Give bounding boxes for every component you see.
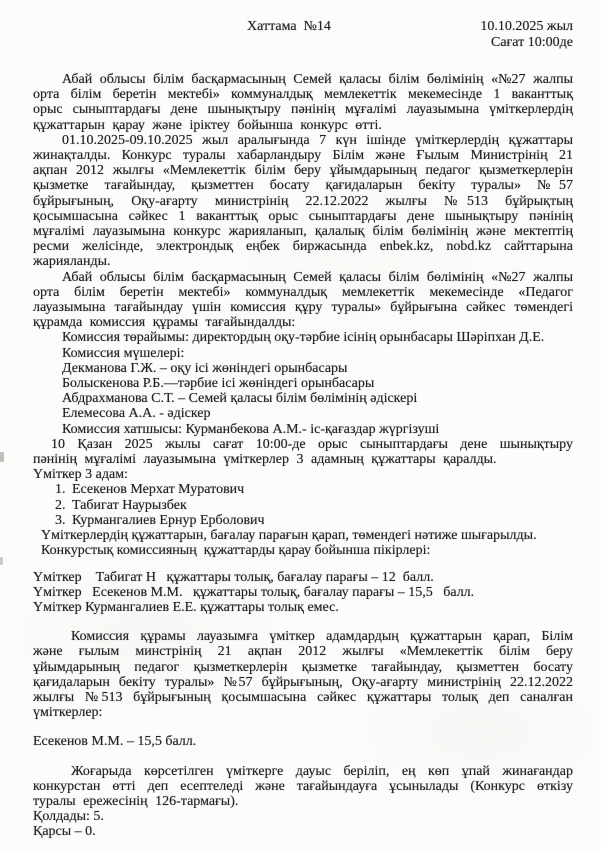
candidate-list-item: [33, 498, 573, 513]
opinions-heading: Конкурстық комиссияның құжаттарды қарау бойынша пікірлері:: [41, 543, 431, 559]
candidate-number: 2.: [55, 497, 66, 513]
doc-date: 10.10.2025 жыл: [480, 19, 573, 34]
opinion-line: Үміткер Табигат Н құжаттары толық, бағалау парағы – 12 балл.: [33, 569, 434, 585]
doc-header: [33, 20, 573, 50]
commission-secretary-line: Комиссия хатшысы: Курманбекова А.М.- іс-қағаздар жүргізуші: [62, 421, 440, 437]
candidate-list-item: [33, 513, 573, 528]
opinions-block: [33, 570, 573, 616]
protocol-title: Хаттама №14: [247, 19, 331, 34]
commission-member-line: Абдрахманова С.Т. – Семей қаласы білім бөлімінің әдіскері: [62, 391, 418, 407]
candidate-name: Табигат Наурызбек: [72, 497, 187, 513]
candidates-count-label: Үміткер 3 адам:: [33, 467, 128, 483]
candidate-name: Есекенов Мерхат Муратович: [72, 482, 245, 498]
commission-chair-line: Комиссия төрайымы: директордың оқу-тәрбие ісінің орынбасары Шәріпхан Д.Е.: [62, 330, 545, 346]
paragraph-announcement: 01.10.2025-09.10.2025 жыл аралығында 7 күн ішінде үміткерлердің құжаттары жинақталды. Конкурс туралы хабарландыру Білім және Ғылым Министрінің 21 ақпан 2012 жылғы «Мемлекеттік білім беру ұйымдарының педагог қызметкерлерін қызметке тағайындау, қызметтен босату қағидаларын бекіту туралы» №57 бұйрығының, Оқу-ағарту министрінің 22.12.2022 жылғы №513 бұйрықтың қосымшасына сәйкес 1 ваканттық орыс сыныптардағы дене шынықтыру пәнінің мұғалімі лауазымына конкурс жарияланып, қалалық білім бөлімінің және мектептің ресми желісінде, электрондық еңбек биржасында enbek.kz, nobd.kz сайттарына жарияланды.: [33, 132, 573, 270]
candidate-number: 3.: [55, 512, 66, 528]
paragraph-conclusion: Комиссия құрамы лауазымға үміткер адамдардың құжаттарын қарап, Білім және ғылым минстрінің 21 ақпан 2012 жылғы «Мемлекеттік білім беру ұйымдарының педагог қызметкерлерін қызметке тағайындау, қызметтен босату қағидаларын бекіту туралы» №57 бұйрығының, Оқу-ағарту министрінің 22.12.2022 жылғы №513 бұйрығының қосымшасына сәйкес құжаттары толық деп саналған үміткерлер:: [33, 629, 573, 721]
vote-against-line: Қарсы – 0.: [33, 824, 96, 840]
scan-artifact: [0, 557, 3, 565]
candidate-name: Курмангалиев Ернур Ерболович: [72, 512, 265, 528]
commission-member-line: Декманова Г.Ж. – оқу ісі жөніндегі орынбасары: [62, 360, 348, 376]
final-score-line: Есекенов М.М. – 15,5 балл.: [33, 734, 197, 750]
paragraph-decision: Жоғарыда көрсетілген үміткерге дауыс беріліп, ең көп ұпай жинағандар конкурстан өтті деп есептеледі және тағайындауға ұсынылады (Конкурс өткізу туралы ережесінің 126-тармағы).: [33, 763, 573, 809]
candidate-list-item: [33, 482, 573, 497]
paragraph-commission-order: Абай облысы білім басқармасының Семей қаласы білім бөлімінің «№27 жалпы орта білім беретін мектебі» коммуналдық мемлекеттік мекемесінде «Педагог лауазымына тағайындау үшін комиссия құру туралы» бұйрығына сәйкес төмендегі құрамда комиссия құрамы тағайындалды:: [33, 269, 573, 331]
commission-member-line: Болыскенова Р.Б.—тәрбие ісі жөніндегі орынбасары: [62, 376, 375, 392]
opinion-line: Үміткер Есекенов М.М. құжаттары толық, бағалау парағы – 15,5 балл.: [33, 584, 475, 600]
scan-artifact: [0, 452, 4, 462]
commission-members-label: Комиссия мүшелері:: [62, 345, 185, 361]
vote-for-line: Қолдады: 5.: [33, 809, 104, 825]
doc-time: Сағат 10:00де: [491, 35, 573, 50]
paragraph-results-intro: Үміткерлердің құжаттарын, бағалау парағын қарап, төмендегі нәтиже шығарылды.: [41, 528, 537, 544]
opinion-line: Үміткер Курмангалиев Е.Е. құжаттары толық емес.: [33, 599, 339, 615]
date-block: [480, 20, 573, 50]
paragraph-review-session: 10 Қазан 2025 жылы сағат 10:00-де орыс сыныптардағы дене шынықтыру пәнінің мұғалімі лауазымына үміткерлер 3 адамның құжаттары қаралды.: [33, 436, 573, 468]
paragraph-intro: Абай облысы білім басқармасының Семей қаласы білім бөлімінің «№27 жалпы орта білім беретін мектебі» коммуналдық мемлекеттік мекемесінде 1 ваканттық орыс сыныптардағы дене шынықтыру пәнінің мұғалімі лауазымына үміткерлердің құжаттарын қарау және іріктеу бойынша конкурс өтті.: [33, 72, 573, 133]
candidate-number: 1.: [55, 482, 66, 498]
commission-member-line: Елемесова А.А. - әдіскер: [62, 406, 211, 422]
